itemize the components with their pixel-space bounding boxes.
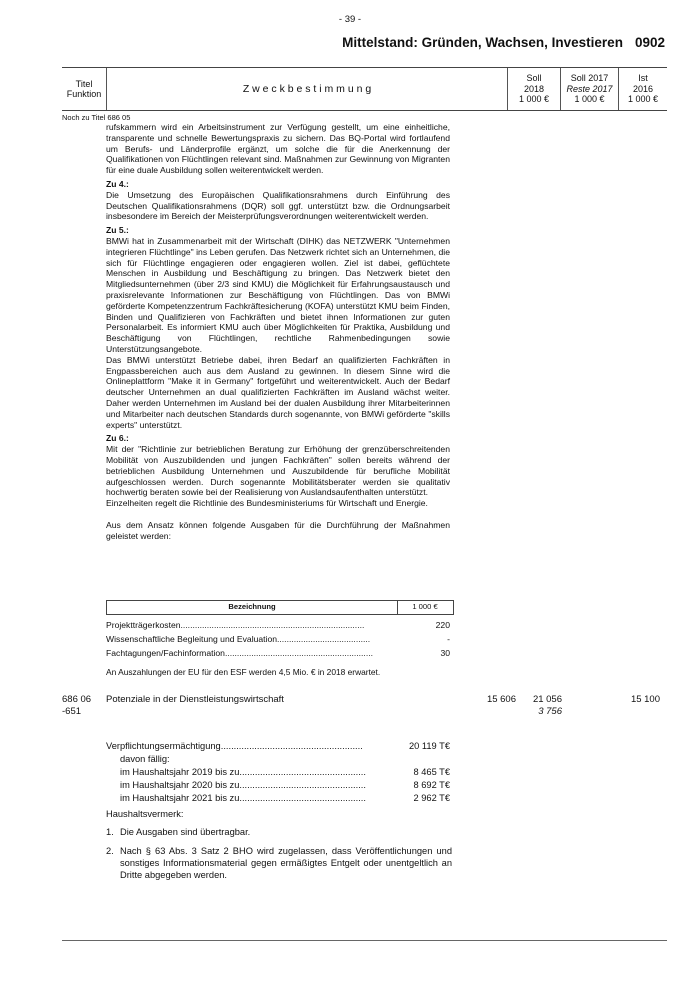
- vpe-davon: davon fällig:: [120, 754, 170, 764]
- ist-2016-value: 15 100: [630, 694, 660, 705]
- vpe-row: im Haushaltsjahr 2019 bis zu................................................. 8 465 T€: [120, 767, 450, 777]
- chapter-code: 0902: [634, 35, 665, 50]
- esf-note: An Auszahlungen der EU für den ESF werden 4,5 Mio. € in 2018 erwartet.: [106, 667, 381, 677]
- vpe-row: im Haushaltsjahr 2020 bis zu................................................. 8 692 T€: [120, 780, 450, 790]
- paragraph: Aus dem Ansatz können folgende Ausgaben für die Durchführung der Maßnahmen geleistet werden:: [106, 519, 450, 541]
- chapter-title: Mittelstand: Gründen, Wachsen, Investieren: [342, 35, 623, 50]
- list-item: 1. Die Ausgaben sind übertragbar.: [106, 827, 251, 837]
- haushaltsvermerk-heading: Haushaltsvermerk:: [106, 809, 184, 819]
- page-number: - 39 -: [338, 14, 362, 25]
- paragraph: BMWi hat in Zusammenarbeit mit der Wirtschaft (DIHK) das NETZWERK "Unternehmen integrieren Flüchtlinge" ins Leben gerufen. Das Netzwerk richtet sich an Unternehmen, die sich für Flüchtlinge engagieren oder engagieren wollen. Ziel ist dabei, geflüchtete Menschen in Ausbildung und Beschäftigung zu bringen. Das Netzwerk bietet den Mitgliedsunternehmen (über 2/3 sind KMU) die Möglichkeit für Erfahrungsaustausch und praxisrelevante Informationen zur Beschäftigung von Flüchtlingen. Das von BMWi geförderte Kompetenzzentrum Fachkräftesicherung (KOFA) unterstützt KMU beim Finden, Binden und Qualifizieren von Fachkräften und bietet ihnen Informationen zur guten Personalarbeit. Es informiert KMU auch über Möglichkeiten für Praktika, Ausbildung und Beschäftigung von Flüchtlingen, rechtliche Rahmenbedingungen sowie Unterstützungsangebote.: [106, 235, 450, 354]
- column-header: [62, 67, 667, 111]
- titel-number: 686 06 -651: [62, 694, 92, 717]
- continuation-note: Noch zu Titel 686 05: [62, 113, 131, 122]
- subheading: Zu 4.:: [106, 178, 129, 189]
- paragraph: Mit der "Richtlinie zur betrieblichen Beratung zur Erhöhung der grenzüberschreitenden Mobilität von Auszubildenden und jungen Fachkräften" sollen bereits während der betrieblichen Ausbildung Unternehmen und Auszubildende für berufliche Mobilität aufgeschlossen werden. Durch sogenannte Mobilitätsberater werden sie qualitativ hochwertig beraten sowie bei der Realisierung von Auslandsaufenthalten unterstützt.: [106, 444, 450, 498]
- table-row: Fachtagungen/Fachinformation.............................................................. 30: [106, 648, 450, 658]
- paragraph: Die Umsetzung des Europäischen Qualifikationsrahmens durch Einführung des Deutschen Qualifikationsrahmens (DQR) soll ggf. unterstützt bzw. die Ordnungsarbeit insbesondere im Bereich der Meisterprüfungsverordnungen weiterentwickelt werden.: [106, 189, 450, 222]
- chapter-heading: [342, 35, 665, 50]
- reste-2017-value: 3 756: [538, 706, 562, 717]
- bottom-rule: [62, 940, 667, 941]
- header-zweckbestimmung: Z w e c k b e s t i m m u n g: [242, 82, 372, 95]
- subheading: Zu 5.:: [106, 225, 129, 236]
- header-titel: Titel Funktion: [66, 78, 102, 99]
- paragraph: rufskammern wird ein Arbeitsinstrument zur Verfügung gestellt, um eine einheitliche, transparente und schnelle Bewertungspraxis zu sichern. Das BQ-Portal wird fortlaufend um Berufs- und Länderprofile ergänzt, um solche die für die Anerkennung der Qualifikationen von Flüchtlingen relevant sind. Maßnahmen zur Gewinnung von Migranten für eine duale Ausbildung sollen weiterentwickelt werden.: [106, 122, 450, 176]
- ausgaben-table-header: [106, 600, 454, 615]
- soll-2017-value: 21 056: [532, 694, 562, 705]
- table-row: Projektträgerkosten............................................................................. 220: [106, 620, 450, 630]
- col-bezeichnung: Bezeichnung: [228, 602, 276, 611]
- header-soll-2017: Soll 2017 Reste 2017 1 000 €: [566, 73, 613, 105]
- titel-title: Potenziale in der Dienstleistungswirtschaft: [106, 694, 284, 705]
- col-unit: 1 000 €: [412, 602, 438, 611]
- vpe-total: Verpflichtungsermächtigung....................................................... 20 119 T€: [106, 741, 450, 751]
- header-soll-2018: Soll 2018 1 000 €: [518, 73, 550, 105]
- subheading: Zu 6.:: [106, 433, 129, 444]
- vpe-row: im Haushaltsjahr 2021 bis zu................................................. 2 962 T€: [120, 793, 450, 803]
- list-item: 2. Nach § 63 Abs. 3 Satz 2 BHO wird zugelassen, dass Veröffentlichungen und sonstiges Informationsmaterial gegen ermäßigtes Entgelt oder unentgeltlich an Dritte abgegeben werden.: [106, 846, 452, 880]
- table-row: Wissenschaftliche Begleitung und Evaluation....................................... -: [106, 634, 450, 644]
- paragraph: Das BMWi unterstützt Betriebe dabei, ihren Bedarf an qualifizierten Fachkräften in Engpassbereichen auch aus dem Ausland zu gewinnen. In diesem Sinne wird die Onlineplattform "Make it in Germany" fortgeführt und weiterentwickelt. Auch der Bedarf deutscher Unternehmen an dual qualifizierten Fachkräften im Ausland wächst weiter. Daher werden Unternehmen im Ausland bei der dualen Ausbildung ihrer Mitarbeiterinnen und Mitarbeiter nach deutschen Standards durch sogenannte, von BMWi geförderte "skills experts" unterstützt.: [106, 354, 450, 430]
- explanation-text: [106, 122, 450, 541]
- header-ist-2016: Ist 2016 1 000 €: [627, 73, 659, 105]
- paragraph: Einzelheiten regelt die Richtlinie des Bundesministeriums für Wirtschaft und Energie.: [106, 498, 428, 509]
- soll-2018-value: 15 606: [486, 694, 516, 705]
